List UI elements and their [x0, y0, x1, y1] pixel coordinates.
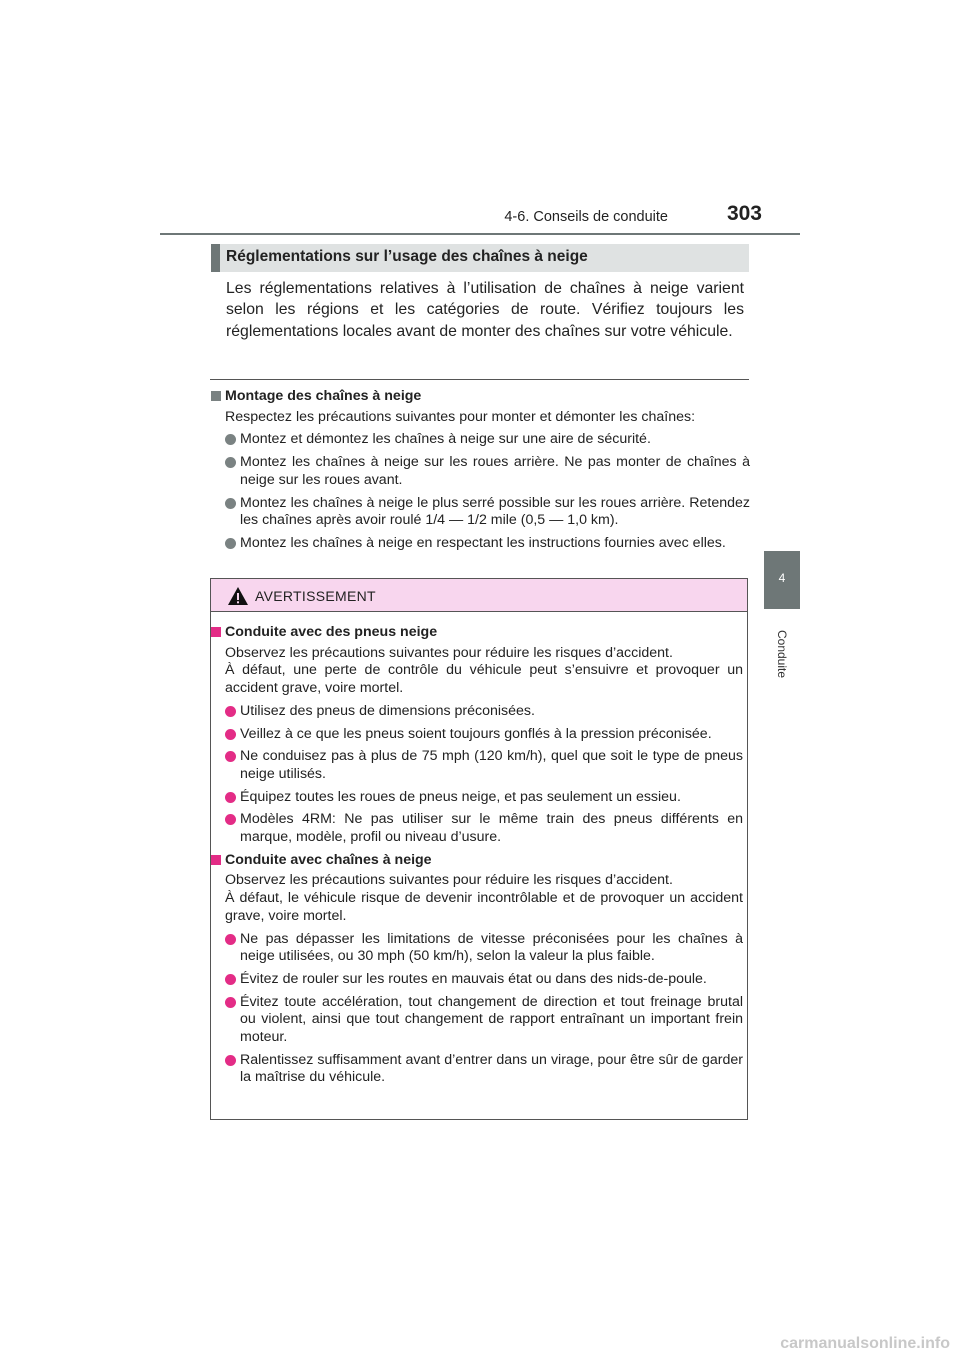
square-bullet-icon [211, 855, 221, 865]
snow-tires-lead: Observez les précautions suivantes pour réduire les risques d’accident. [225, 644, 673, 661]
snow-chains-item [210, 994, 743, 1047]
round-bullet-icon [225, 729, 236, 740]
mounting-item-text: Montez les chaînes à neige en respectant les instructions fournies avec elles. [240, 534, 726, 551]
mounting-section [210, 388, 750, 553]
header-divider [160, 233, 800, 235]
mounting-item [210, 454, 750, 489]
snow-tires-item [210, 726, 743, 744]
section-title-bar [211, 244, 749, 272]
snow-chains-item-text: Évitez de rouler sur les routes en mauvais état ou dans des nids-de-poule. [240, 970, 707, 987]
round-bullet-icon [225, 434, 236, 445]
warning-triangle-icon [227, 586, 249, 606]
snow-tires-item-text: Utilisez des pneus de dimensions préconisées. [240, 702, 535, 719]
watermark: carmanualsonline.info [780, 1335, 950, 1352]
round-bullet-icon [225, 974, 236, 985]
intro-divider [210, 379, 749, 380]
header-section-title: 4-6. Conseils de conduite [504, 209, 668, 225]
round-bullet-icon [225, 792, 236, 803]
chapter-number: 4 [778, 571, 786, 585]
mounting-lead: Respectez les précautions suivantes pour monter et démonter les chaînes: [225, 408, 696, 425]
mounting-item-text: Montez les chaînes à neige le plus serré possible sur les roues arrière. Retendez les chaînes après avoir roulé 1/4 — 1/2 mile (0,5 — 1,0 km). [240, 494, 750, 529]
snow-tires-item-text: Équipez toutes les roues de pneus neige, et pas seulement un essieu. [240, 788, 681, 805]
warning-label: AVERTISSEMENT [255, 588, 376, 604]
mounting-heading-text: Montage des chaînes à neige [225, 388, 422, 404]
snow-tires-item [210, 703, 743, 721]
snow-chains-lead: À défaut, le véhicule risque de devenir incontrôlable et de provoquer un accident grave, voire mortel. [225, 890, 743, 924]
snow-chains-lead: Observez les précautions suivantes pour réduire les risques d’accident. [225, 872, 673, 889]
snow-chains-item-text: Ne pas dépasser les limitations de vitesse préconisées pour les chaînes à neige utilisées, ou 30 mph (50 km/h), selon la valeur la plus faible. [240, 930, 743, 965]
chapter-label [772, 624, 792, 684]
mounting-item [210, 535, 750, 553]
section-intro: Les réglementations relatives à l’utilisation de chaînes à neige varient selon les régions et les catégories de route. Vérifiez toujours les réglementations locales avant de monter des chaînes sur votre véhicule. [226, 280, 744, 340]
snow-tires-item [210, 789, 743, 807]
round-bullet-icon [225, 538, 236, 549]
round-bullet-icon [225, 1055, 236, 1066]
snow-tires-item [210, 811, 743, 846]
warning-header [211, 579, 747, 612]
round-bullet-icon [225, 498, 236, 509]
snow-tires-item-text: Modèles 4RM: Ne pas utiliser sur le même train des pneus différents en marque, modèle, profil ou niveau d’usure. [240, 811, 743, 846]
section-title-accent [211, 244, 220, 272]
snow-chains-item [210, 1052, 743, 1087]
square-bullet-icon [211, 627, 221, 637]
mounting-item [210, 431, 750, 449]
page-number: 303 [726, 202, 762, 225]
section-title: Réglementations sur l’usage des chaînes à neige [226, 248, 588, 265]
snow-tires-heading-text: Conduite avec des pneus neige [225, 624, 438, 640]
snow-tires-item-text: Veillez à ce que les pneus soient toujours gonflés à la pression préconisée. [240, 725, 712, 742]
warning-content [210, 624, 743, 1087]
snow-tires-heading [210, 624, 743, 642]
mounting-heading [210, 388, 750, 406]
round-bullet-icon [225, 457, 236, 468]
snow-tires-lead: À défaut, une perte de contrôle du véhicule peut s’ensuivre et provoquer un accident grave, voire mortel. [225, 662, 743, 697]
snow-chains-heading-text: Conduite avec chaînes à neige [225, 851, 432, 868]
snow-chains-item [210, 931, 743, 966]
snow-tires-item [210, 748, 743, 783]
snow-tires-item-text: Ne conduisez pas à plus de 75 mph (120 km/h), quel que soit le type de pneus neige utilisés. [240, 748, 743, 782]
mounting-item-text: Montez et démontez les chaînes à neige sur une aire de sécurité. [240, 431, 651, 448]
mounting-item [210, 495, 750, 530]
snow-chains-heading [210, 852, 743, 870]
round-bullet-icon [225, 814, 236, 825]
snow-chains-item-text: Évitez toute accélération, tout changement de direction et tout freinage brutal ou violent, ainsi que tout changement de rapport entraînant un important frein moteur. [240, 993, 743, 1046]
snow-chains-item [210, 971, 743, 989]
chapter-label-text: Conduite [775, 629, 789, 679]
mounting-item-text: Montez les chaînes à neige sur les roues arrière. Ne pas monter de chaînes à neige sur les roues avant. [240, 454, 750, 488]
round-bullet-icon [225, 997, 236, 1008]
snow-chains-item-text: Ralentissez suffisamment avant d’entrer dans un virage, pour être sûr de garder la maîtrise du véhicule. [240, 1051, 743, 1086]
round-bullet-icon [225, 751, 236, 762]
square-bullet-icon [211, 391, 221, 401]
round-bullet-icon [225, 706, 236, 717]
round-bullet-icon [225, 934, 236, 945]
